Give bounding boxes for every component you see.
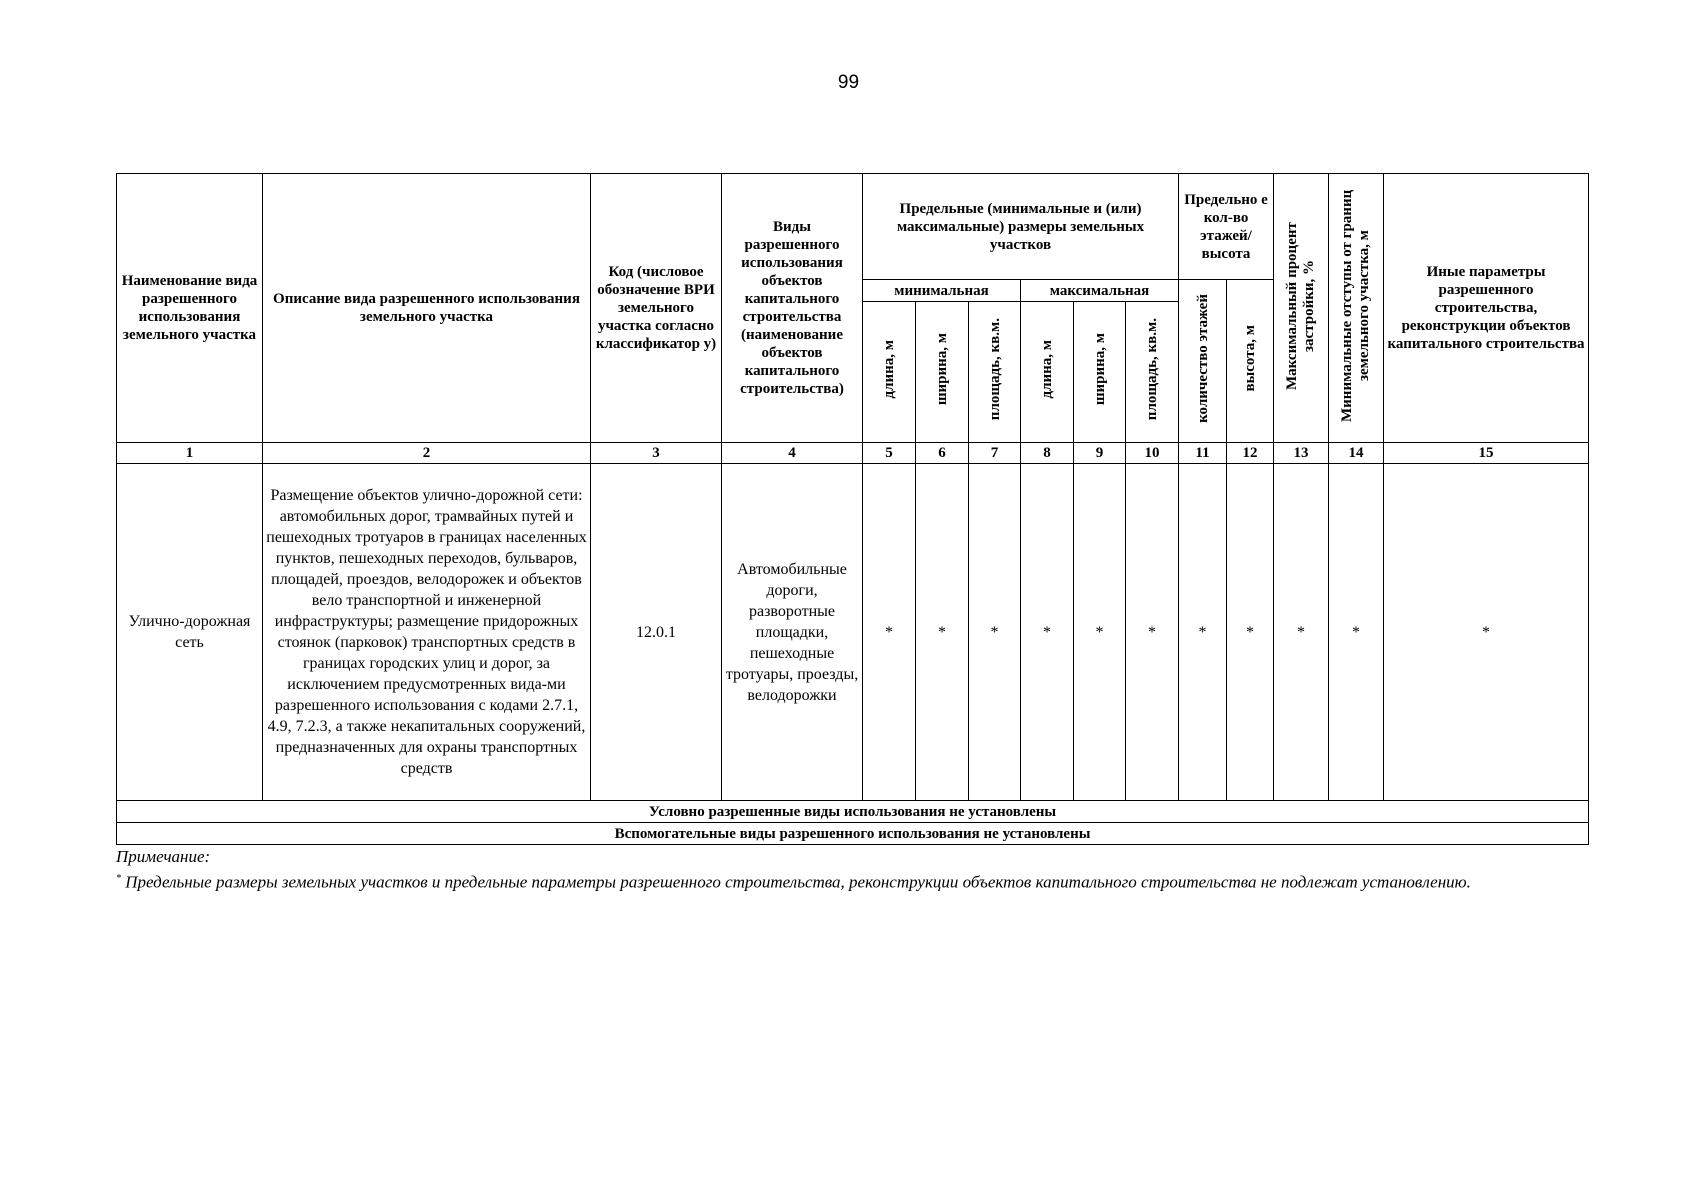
table-row xyxy=(117,464,1589,801)
column-number: 9 xyxy=(1074,443,1126,464)
column-number: 8 xyxy=(1021,443,1074,464)
column-number: 2 xyxy=(263,443,591,464)
row-value: * xyxy=(863,464,916,801)
header-min-width: ширина, м xyxy=(916,302,969,443)
header-min: минимальная xyxy=(863,280,1021,302)
column-number: 5 xyxy=(863,443,916,464)
row-description: Размещение объектов улично-дорожной сети: автомобильных дорог, трамвайных путей и пешеходных тротуаров в границах населенных пунктов, пешеходных переходов, бульваров, площадей, проездов, велодорожек и объектов вело транспортной и инженерной инфраструктуры; размещение придорожных стоянок (парковок) транспортных средств в границах городских улиц и дорог, за исключением предусмотренных вида-ми разрешенного использования с кодами 2.7.1, 4.9, 7.2.3, а также некапитальных сооружений, предназначенных для охраны транспортных средств xyxy=(263,464,591,801)
header-name: Наименование вида разрешенного использования земельного участка xyxy=(117,174,263,443)
header-kinds: Виды разрешенного использования объектов капитального строительства (наименование объектов капитального строительства) xyxy=(722,174,863,443)
row-value: * xyxy=(969,464,1021,801)
header-max-area: площадь, кв.м. xyxy=(1126,302,1179,443)
row-value: * xyxy=(1329,464,1384,801)
note-mark: * xyxy=(116,873,121,884)
header-min-offsets: Минимальные отступы от границ земельного участка, м xyxy=(1329,174,1384,443)
note-text: Предельные размеры земельных участков и предельные параметры разрешенного строительства, реконструкции объектов капитального строительства не подлежат установлению. xyxy=(121,872,1471,892)
row-value: * xyxy=(1384,464,1589,801)
header-max-width: ширина, м xyxy=(1074,302,1126,443)
header-height: высота, м xyxy=(1227,280,1274,443)
row-value: * xyxy=(916,464,969,801)
row-name: Улично-дорожная сеть xyxy=(117,464,263,801)
header-sizes: Предельные (минимальные и (или) максимальные) размеры земельных участков xyxy=(863,174,1179,280)
column-numbers-row xyxy=(117,443,1589,464)
column-number: 15 xyxy=(1384,443,1589,464)
note xyxy=(116,846,1596,894)
header-max-percent: Максимальный процент застройки, % xyxy=(1274,174,1329,443)
column-number: 3 xyxy=(591,443,722,464)
column-number: 12 xyxy=(1227,443,1274,464)
auxiliary-uses-row: Вспомогательные виды разрешенного использования не установлены xyxy=(117,823,1589,845)
column-number: 14 xyxy=(1329,443,1384,464)
header-floors-count: количество этажей xyxy=(1179,280,1227,443)
row-kinds: Автомобильные дороги, разворотные площадки, пешеходные тротуары, проезды, велодорожки xyxy=(722,464,863,801)
row-code: 12.0.1 xyxy=(591,464,722,801)
column-number: 13 xyxy=(1274,443,1329,464)
header-code: Код (числовое обозначение ВРИ земельного участка согласно классификатор у) xyxy=(591,174,722,443)
column-number: 7 xyxy=(969,443,1021,464)
column-number: 6 xyxy=(916,443,969,464)
page-number: 99 xyxy=(837,72,860,93)
row-value: * xyxy=(1227,464,1274,801)
conditional-uses-row: Условно разрешенные виды использования не установлены xyxy=(117,801,1589,823)
header-max-length: длина, м xyxy=(1021,302,1074,443)
note-text-block xyxy=(116,868,1596,894)
header-other-params: Иные параметры разрешенного строительства, реконструкции объектов капитального строительства xyxy=(1384,174,1589,443)
column-number: 10 xyxy=(1126,443,1179,464)
row-value: * xyxy=(1074,464,1126,801)
row-value: * xyxy=(1274,464,1329,801)
header-floors: Предельно е кол-во этажей/ высота xyxy=(1179,174,1274,280)
header-max: максимальная xyxy=(1021,280,1179,302)
column-number: 1 xyxy=(117,443,263,464)
row-value: * xyxy=(1126,464,1179,801)
row-value: * xyxy=(1021,464,1074,801)
column-number: 4 xyxy=(722,443,863,464)
header-min-length: длина, м xyxy=(863,302,916,443)
column-number: 11 xyxy=(1179,443,1227,464)
zoning-table xyxy=(116,173,1589,845)
note-title: Примечание: xyxy=(116,847,211,866)
row-value: * xyxy=(1179,464,1227,801)
header-description: Описание вида разрешенного использования земельного участка xyxy=(263,174,591,443)
header-min-area: площадь, кв.м. xyxy=(969,302,1021,443)
